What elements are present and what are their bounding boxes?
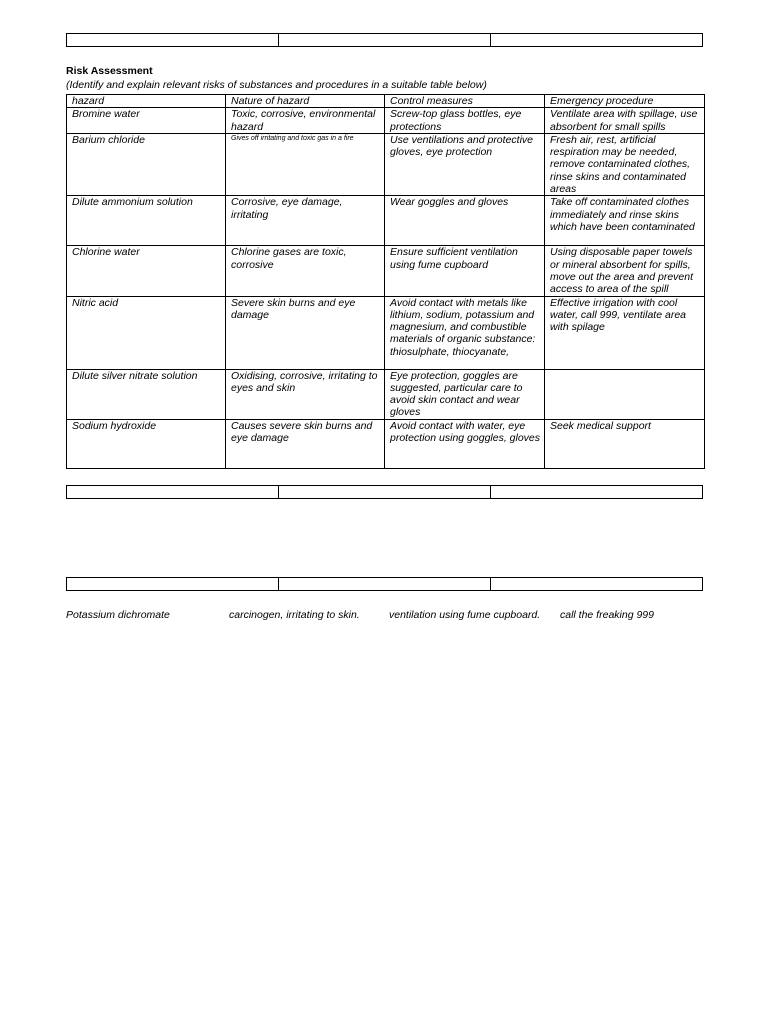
cell-nature: Chlorine gases are toxic, corrosive bbox=[226, 246, 385, 296]
cell-substance: Dilute ammonium solution bbox=[67, 196, 226, 246]
header-emergency-procedure: Emergency procedure bbox=[545, 95, 705, 108]
cell-nature: Severe skin burns and eye damage bbox=[226, 296, 385, 369]
cell-substance: Nitric acid bbox=[67, 296, 226, 369]
cell-control: Eye protection, goggles are suggested, particular care to avoid skin contact and wear gloves bbox=[385, 369, 545, 419]
footer-substance: Potassium dichromate bbox=[66, 609, 170, 621]
cell-control: Ensure sufficient ventilation using fume cupboard bbox=[385, 246, 545, 296]
cell-nature: Gives off irritating and toxic gas in a fire bbox=[226, 133, 385, 195]
cell-control: Avoid contact with metals like lithium, sodium, potassium and magnesium, and combustible materials of organic substance: thiosulphate, thiocyanate, bbox=[385, 296, 545, 369]
empty-table-row-middle bbox=[66, 485, 703, 499]
table-row bbox=[67, 369, 705, 419]
table-row bbox=[67, 108, 705, 134]
cell-substance: Barium chloride bbox=[67, 133, 226, 195]
cell-substance: Dilute silver nitrate solution bbox=[67, 369, 226, 419]
section-instruction: (Identify and explain relevant risks of substances and procedures in a suitable table below) bbox=[66, 79, 487, 91]
cell-control: Wear goggles and gloves bbox=[385, 196, 545, 246]
table-row bbox=[67, 246, 705, 296]
empty-table-row-bottom bbox=[66, 577, 703, 591]
empty-cell bbox=[490, 34, 702, 46]
section-heading: Risk Assessment bbox=[66, 65, 153, 77]
cell-control: Screw-top glass bottles, eye protections bbox=[385, 108, 545, 134]
cell-emergency: Take off contaminated clothes immediately and rinse skins which have been contaminated bbox=[545, 196, 705, 246]
cell-emergency: Seek medical support bbox=[545, 419, 705, 468]
cell-substance: Sodium hydroxide bbox=[67, 419, 226, 468]
cell-emergency: Ventilate area with spillage, use absorbent for small spills bbox=[545, 108, 705, 134]
cell-nature: Toxic, corrosive, environmental hazard bbox=[226, 108, 385, 134]
cell-emergency: Fresh air, rest, artificial respiration may be needed, remove contaminated clothes, rinse skins and contaminated areas bbox=[545, 133, 705, 195]
empty-cell bbox=[278, 486, 490, 498]
risk-assessment-table bbox=[66, 94, 705, 469]
header-nature-of-hazard: Nature of hazard bbox=[226, 95, 385, 108]
table-row bbox=[67, 296, 705, 369]
cell-emergency bbox=[545, 369, 705, 419]
empty-cell bbox=[67, 578, 278, 590]
cell-nature: Causes severe skin burns and eye damage bbox=[226, 419, 385, 468]
table-header-row bbox=[67, 95, 705, 108]
cell-control: Avoid contact with water, eye protection using goggles, gloves bbox=[385, 419, 545, 468]
cell-nature: Oxidising, corrosive, irritating to eyes and skin bbox=[226, 369, 385, 419]
cell-substance: Bromine water bbox=[67, 108, 226, 134]
footer-control: ventilation using fume cupboard. bbox=[389, 609, 541, 621]
header-control-measures: Control measures bbox=[385, 95, 545, 108]
empty-cell bbox=[490, 578, 702, 590]
footer-nature: carcinogen, irritating to skin. bbox=[229, 609, 360, 621]
cell-control: Use ventilations and protective gloves, eye protection bbox=[385, 133, 545, 195]
cell-nature: Corrosive, eye damage, irritating bbox=[226, 196, 385, 246]
empty-cell bbox=[67, 486, 278, 498]
header-hazard: hazard bbox=[67, 95, 226, 108]
empty-cell bbox=[490, 486, 702, 498]
cell-substance: Chlorine water bbox=[67, 246, 226, 296]
empty-cell bbox=[67, 34, 278, 46]
cell-emergency: Using disposable paper towels or mineral absorbent for spills, move out the area and prevent access to area of the spill bbox=[545, 246, 705, 296]
table-row bbox=[67, 419, 705, 468]
footer-emergency: call the freaking 999 bbox=[560, 609, 654, 621]
table-row bbox=[67, 133, 705, 195]
empty-table-row-top bbox=[66, 33, 703, 47]
empty-cell bbox=[278, 34, 490, 46]
table-row bbox=[67, 196, 705, 246]
empty-cell bbox=[278, 578, 490, 590]
cell-emergency: Effective irrigation with cool water, call 999, ventilate area with spilage bbox=[545, 296, 705, 369]
